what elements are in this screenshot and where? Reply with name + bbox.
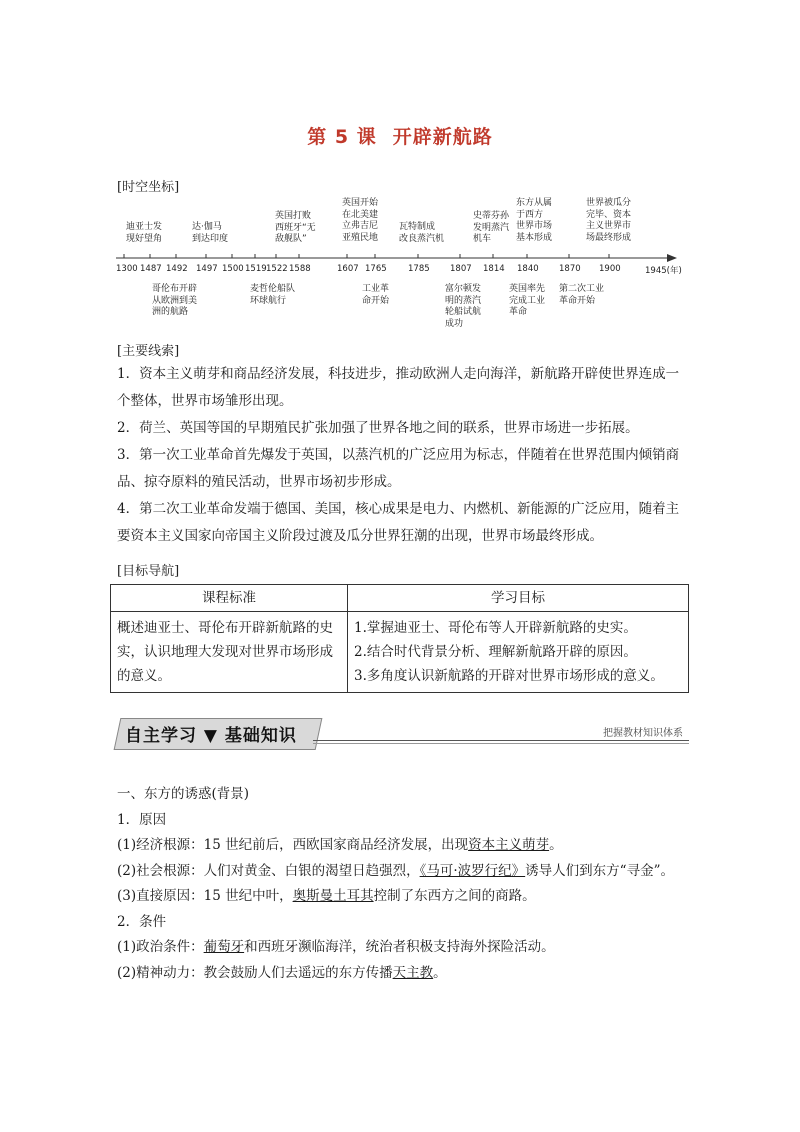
event-dias: 迪亚士发 现好望角 — [126, 222, 163, 244]
year-label: 1522 — [266, 264, 288, 274]
event-watt: 瓦特制成 改良蒸汽机 — [399, 222, 445, 244]
year-label: 1765 — [365, 264, 387, 274]
column-header: 学习目标 — [348, 585, 689, 612]
learning-objectives — [348, 612, 689, 693]
year-label: 1814 — [483, 264, 505, 274]
year-label: 1785 — [408, 264, 430, 274]
clue-item: 3．第一次工业革命首先爆发于英国，以蒸汽机的广泛应用为标志，伴随着在世界范围内倾销商品、掠夺原料的殖民活动，世界市场初步形成。 — [117, 447, 680, 490]
section-goals-heading: [目标导航] — [117, 564, 180, 579]
page-title — [0, 122, 800, 149]
year-label: 1900 — [599, 264, 621, 274]
event-virginia: 英国开始 在北美建 立弗吉尼 亚殖民地 — [342, 198, 379, 243]
banner-subtitle: 把握教材知识体系 — [603, 728, 683, 739]
event-britain-complete: 英国率先 完成工业 革命 — [509, 284, 546, 317]
year-label: 1487 — [140, 264, 162, 274]
column-header: 课程标准 — [111, 585, 348, 612]
clue-item: 4．第二次工业革命发端于德国、美国，核心成果是电力、内燃机、新能源的广泛应用，随着主要资本主义国家向帝国主义阶段过渡及瓜分世界狂潮的出现，世界市场最终形成。 — [117, 501, 680, 544]
body-paragraph: (1)经济根源：15 世纪前后，西欧国家商品经济发展，出现资本主义萌芽。 — [117, 837, 563, 853]
year-label: 1807 — [450, 264, 472, 274]
clue-item: 1．资本主义萌芽和商品经济发展，科技进步，推动欧洲人走向海洋，新航路开辟使世界连成一个整体，世界市场雏形出现。 — [117, 366, 680, 409]
key-term: 奥斯曼土耳其 — [292, 888, 374, 904]
objective-item: 2.结合时代背景分析、理解新航路开辟的原因。 — [354, 644, 637, 660]
year-label: 1497 — [196, 264, 218, 274]
course-standard: 概述迪亚士、哥伦布开辟新航路的史实，认识地理大发现对世界市场形成的意义。 — [111, 612, 348, 693]
goals-table — [110, 584, 689, 693]
objective-item: 1.掌握迪亚士、哥伦布等人开辟新航路的史实。 — [354, 620, 637, 636]
year-label: 1945(年) — [645, 266, 682, 276]
key-term: 葡萄牙 — [203, 939, 245, 955]
year-label: 1500 — [222, 264, 244, 274]
section-timeline-heading: [时空坐标] — [117, 180, 180, 195]
event-fulton: 富尔顿发 明的蒸汽 轮船试航 成功 — [445, 284, 482, 329]
clue-item: 2．荷兰、英国等国的早期殖民扩张加强了世界各地之间的联系，世界市场进一步拓展。 — [117, 420, 639, 436]
banner-label: 自主学习 ▼ 基础知识 — [125, 726, 297, 746]
banner-rule — [313, 740, 689, 741]
event-stephenson: 史蒂芬孙 发明蒸汽 机车 — [473, 211, 510, 244]
body-paragraph: (1)政治条件：葡萄牙和西班牙濒临海洋，统治者积极支持海外探险活动。 — [117, 939, 555, 955]
event-magellan: 麦哲伦船队 环球航行 — [250, 284, 296, 306]
lesson-name: 开辟新航路 — [392, 126, 493, 148]
year-label: 1300 — [116, 264, 138, 274]
event-columbus: 哥伦布开辟 从欧洲到美 洲的航路 — [152, 284, 198, 317]
body-content — [117, 782, 689, 986]
body-paragraph: (3)直接原因：15 世纪中叶，奥斯曼土耳其控制了东西方之间的商路。 — [117, 888, 536, 904]
section-banner — [117, 718, 689, 752]
body-paragraph: (2)社会根源：人们对黄金、白银的渴望日趋强烈，《马可·波罗行纪》诱导人们到东方“寻金”。 — [117, 862, 674, 879]
event-gama: 达·伽马 到达印度 — [192, 222, 229, 244]
event-world-market: 世界被瓜分 完毕、资本 主义世界市 场最终形成 — [586, 198, 632, 243]
event-industrial-revolution: 工业革 命开始 — [362, 284, 390, 306]
key-term: 《马可·波罗行纪》 — [419, 862, 526, 879]
year-label: 1492 — [166, 264, 188, 274]
clue-list — [117, 361, 687, 550]
timeline — [112, 196, 692, 336]
key-term: 资本主义萌芽 — [468, 837, 550, 853]
objective-item: 3.多角度认识新航路的开辟对世界市场形成的意义。 — [354, 668, 664, 684]
year-label: 1588 — [289, 264, 311, 274]
year-label: 1519 — [245, 264, 267, 274]
year-label: 1840 — [517, 264, 539, 274]
heading-level-1: 一、东方的诱惑(背景) — [117, 786, 250, 802]
section-clues-heading: [主要线索] — [117, 344, 180, 359]
subheading: 1．原因 — [117, 811, 167, 828]
lesson-number: 第 5 课 — [307, 126, 377, 148]
banner-rule — [313, 743, 689, 744]
event-armada: 英国打败 西班牙“无 敌舰队” — [275, 211, 316, 244]
body-paragraph: (2)精神动力：教会鼓励人们去遥远的东方传播天主教。 — [117, 964, 447, 981]
year-label: 1870 — [559, 264, 581, 274]
event-east-market: 东方从属 于西方 世界市场 基本形成 — [516, 198, 553, 243]
subheading: 2．条件 — [117, 913, 167, 930]
key-term: 天主教 — [392, 964, 434, 981]
event-second-revolution: 第二次工业 革命开始 — [559, 284, 605, 306]
year-label: 1607 — [337, 264, 359, 274]
